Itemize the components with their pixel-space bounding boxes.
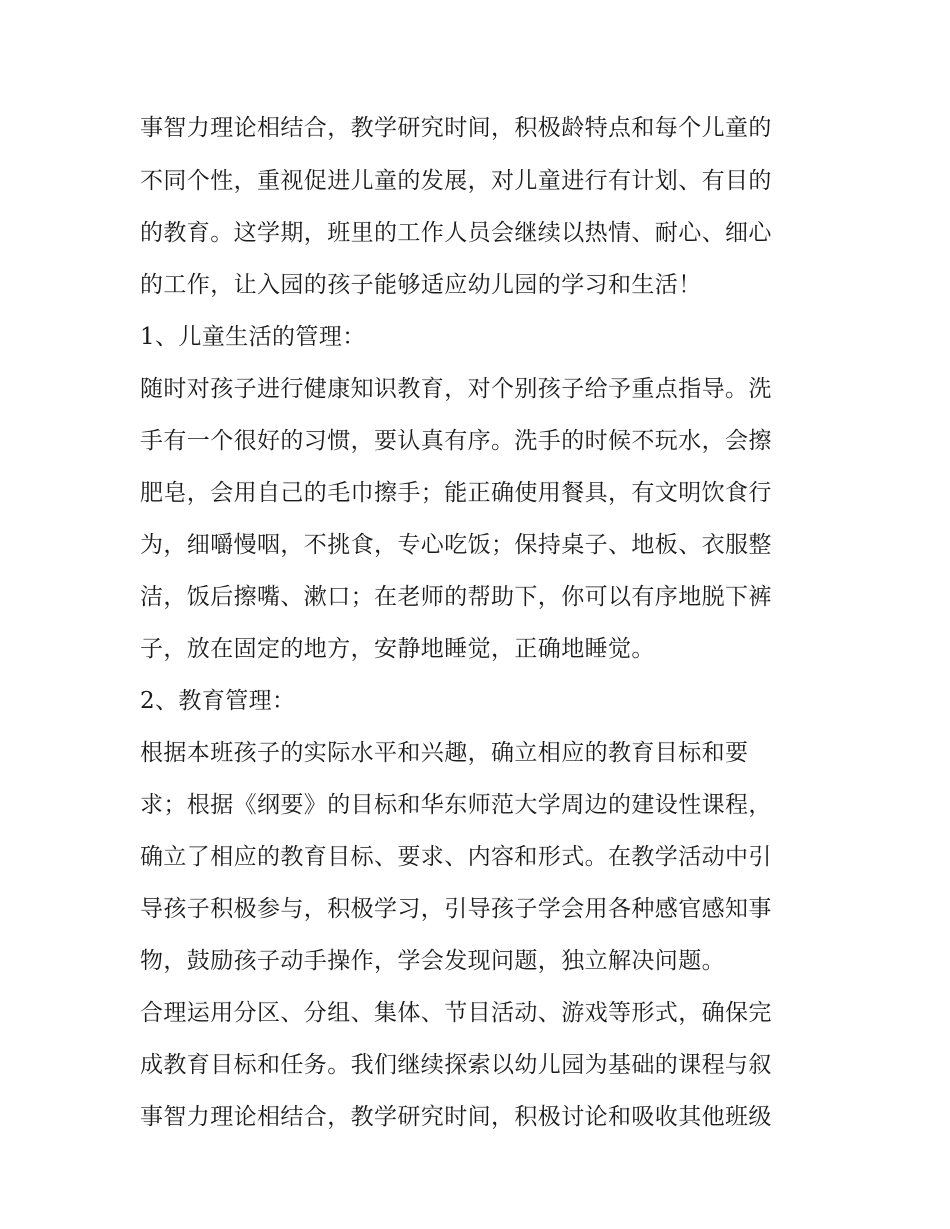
text-line: 肥皂，会用自己的毛巾擦手；能正确使用餐具，有文明饮食行 bbox=[140, 480, 772, 506]
text-line: 合理运用分区、分组、集体、节目活动、游戏等形式，确保完 bbox=[140, 1000, 772, 1026]
text-line: 根据本班孩子的实际水平和兴趣，确立相应的教育目标和要 bbox=[140, 740, 749, 766]
text-line: 事智力理论相结合，教学研究时间，积极龄特点和每个儿童的 bbox=[140, 115, 772, 141]
text-line: 随时对孩子进行健康知识教育，对个别孩子给予重点指导。洗 bbox=[140, 376, 772, 402]
text-line: 手有一个很好的习惯，要认真有序。洗手的时候不玩水，会擦 bbox=[140, 428, 772, 454]
text-line: 导孩子积极参与，积极学习，引导孩子学会用各种感官感知事 bbox=[140, 896, 772, 922]
text-line: 事智力理论相结合，教学研究时间，积极讨论和吸收其他班级 bbox=[140, 1104, 772, 1130]
text-line: 求；根据《纲要》的目标和华东师范大学周边的建设性课程， bbox=[140, 792, 772, 818]
text-line: 为，细嚼慢咽，不挑食，专心吃饭；保持桌子、地板、衣服整 bbox=[140, 532, 772, 558]
text-line: 成教育目标和任务。我们继续探索以幼儿园为基础的课程与叙 bbox=[140, 1052, 772, 1078]
text-line: 洁，饭后擦嘴、漱口；在老师的帮助下，你可以有序地脱下裤 bbox=[140, 584, 772, 610]
text-line: 物，鼓励孩子动手操作，学会发现问题，独立解决问题。 bbox=[140, 948, 725, 974]
text-line: 的教育。这学期，班里的工作人员会继续以热情、耐心、细心 bbox=[140, 220, 772, 246]
section-heading-1: 1、儿童生活的管理： bbox=[140, 324, 366, 350]
section-heading-2: 2、教育管理： bbox=[140, 688, 296, 714]
text-line: 子，放在固定的地方，安静地睡觉，正确地睡觉。 bbox=[140, 636, 655, 662]
text-line: 确立了相应的教育目标、要求、内容和形式。在教学活动中引 bbox=[140, 844, 772, 870]
text-line: 的工作，让入园的孩子能够适应幼儿园的学习和生活！ bbox=[140, 272, 702, 298]
text-line: 不同个性，重视促进儿童的发展，对儿童进行有计划、有目的 bbox=[140, 168, 772, 194]
